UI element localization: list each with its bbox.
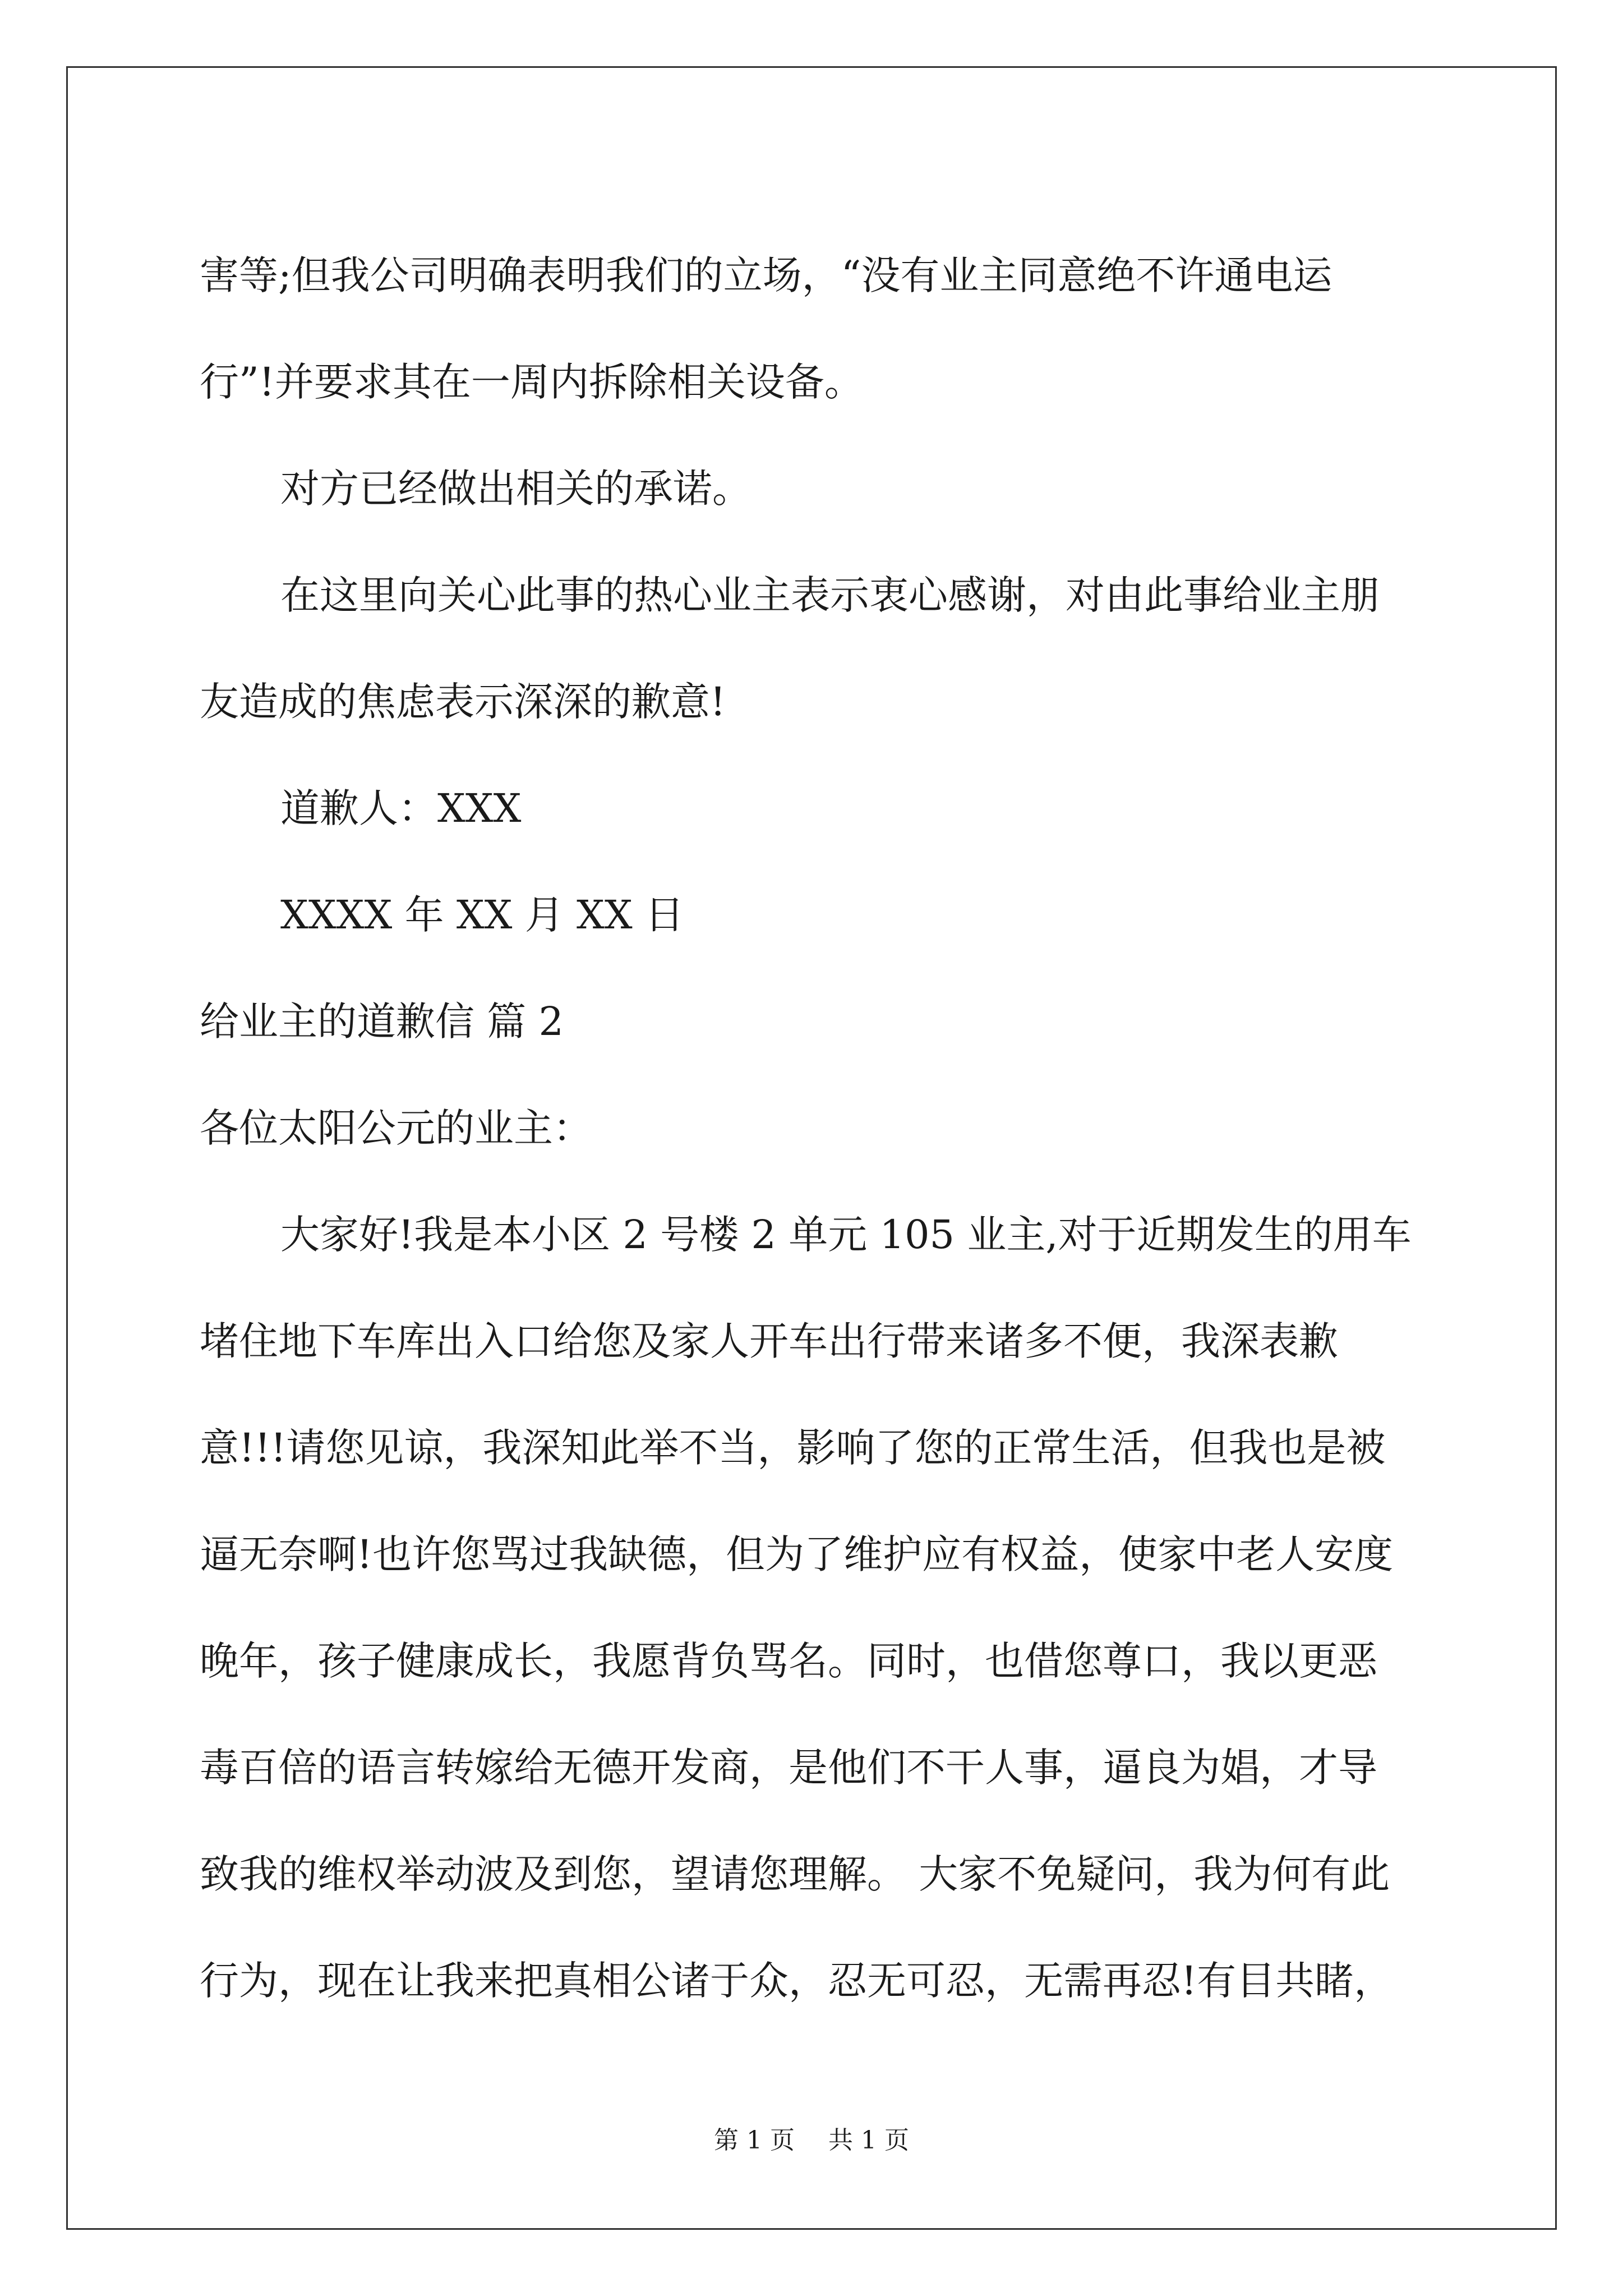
paragraph-line: 大家好!我是本小区 2 号楼 2 单元 105 业主,对于近期发生的用车 bbox=[280, 1212, 1412, 1258]
paragraph-line: 道歉人：XXX bbox=[280, 785, 522, 831]
paragraph-line: 给业主的道歉信 篇 2 bbox=[200, 999, 564, 1045]
page-footer bbox=[0, 2124, 1623, 2157]
paragraph-line: XXXX 年 XX 月 XX 日 bbox=[280, 892, 684, 938]
paragraph-line: 友造成的焦虑表示深深的歉意! bbox=[200, 679, 726, 725]
paragraph-line: 毒百倍的语言转嫁给无德开发商，是他们不干人事，逼良为娼，才导 bbox=[200, 1745, 1377, 1791]
paragraph-line: 堵住地下车库出入口给您及家人开车出行带来诸多不便，我深表歉 bbox=[200, 1318, 1338, 1364]
paragraph-line: 行”!并要求其在一周内拆除相关设备。 bbox=[200, 359, 864, 405]
paragraph-line: 在这里向关心此事的热心业主表示衷心感谢，对由此事给业主朋 bbox=[280, 572, 1380, 618]
paragraph-line: 行为，现在让我来把真相公诸于众，忍无可忍，无需再忍!有目共睹， bbox=[200, 1958, 1394, 2004]
paragraph-line: 害等;但我公司明确表明我们的立场，“没有业主同意绝不许通电运 bbox=[200, 252, 1332, 298]
paragraph-line: 各位太阳公元的业主： bbox=[200, 1105, 592, 1151]
paragraph-line: 致我的维权举动波及到您，望请您理解。 大家不免疑问，我为何有此 bbox=[200, 1851, 1390, 1897]
page-number-total: 共 1 页 bbox=[828, 2126, 909, 2155]
document-body bbox=[200, 222, 1428, 2034]
page-number-current: 第 1 页 bbox=[714, 2126, 795, 2155]
paragraph-line: 逼无奈啊!也许您骂过我缺德，但为了维护应有权益，使家中老人安度 bbox=[200, 1531, 1394, 1577]
paragraph-line: 意!!!请您见谅，我深知此举不当，影响了您的正常生活，但我也是被 bbox=[200, 1425, 1386, 1471]
paragraph-line: 晚年，孩子健康成长，我愿背负骂名。同时，也借您尊口，我以更恶 bbox=[200, 1638, 1377, 1684]
paragraph-line: 对方已经做出相关的承诺。 bbox=[280, 466, 751, 512]
